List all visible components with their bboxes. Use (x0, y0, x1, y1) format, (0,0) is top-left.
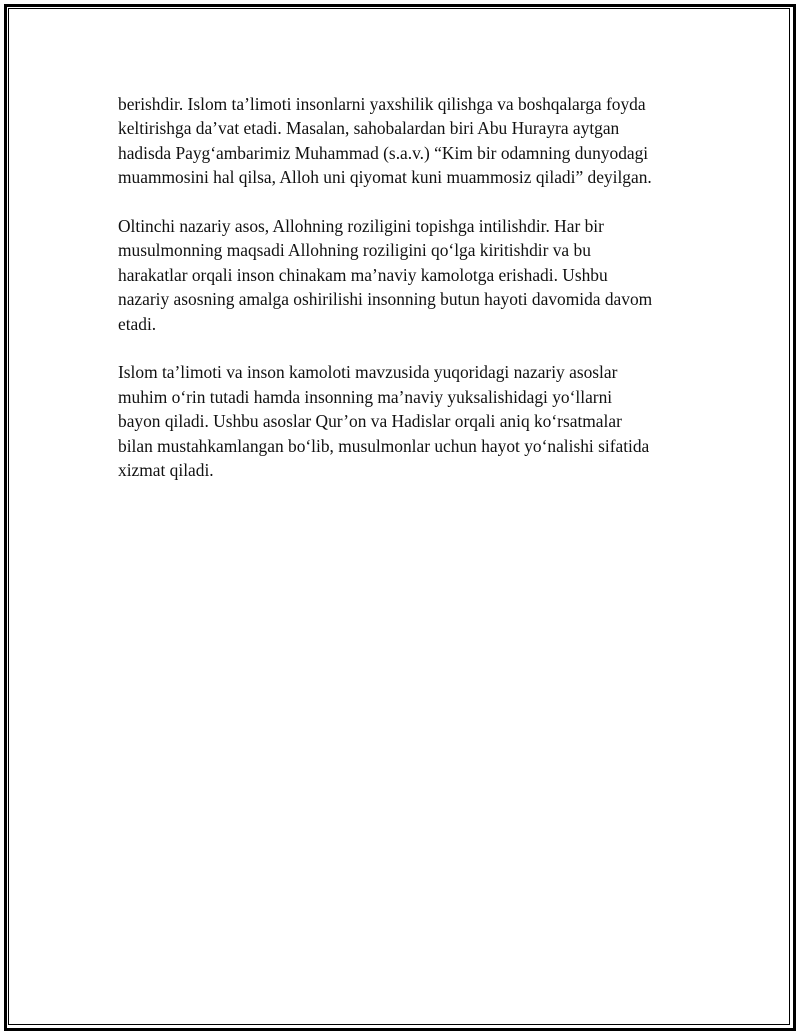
text-line: Oltinchi nazariy asos, Allohning roziligini topishga intilishdir. Har bir (118, 216, 604, 237)
text-line: bilan mustahkamlangan bo‘lib, musulmonlar uchun hayot yo‘nalishi sifatida (118, 435, 650, 456)
text-line: harakatlar orqali inson chinakam ma’naviy kamolotga erishadi. Ushbu (118, 264, 608, 285)
text-line: Islom ta’limoti va inson kamoloti mavzusida yuqoridagi nazariy asoslar (118, 362, 618, 383)
text-line: keltirishga da’vat etadi. Masalan, sahobalardan biri Abu Hurayra aytgan (118, 118, 620, 139)
text-line: musulmonning maqsadi Allohning roziligini qo‘lga kiritishdir va bu (118, 240, 591, 261)
document-body (118, 92, 698, 507)
text-line: etadi. (118, 313, 157, 334)
text-line: muhim o‘rin tutadi hamda insonning ma’naviy yuksalishidagi yo‘llarni (118, 386, 613, 407)
paragraph-3 (118, 360, 698, 482)
text-line: muammosini hal qilsa, Alloh uni qiyomat kuni muammosiz qiladi” deyilgan. (118, 167, 652, 188)
paragraph-2 (118, 214, 698, 336)
text-line: bayon qiladi. Ushbu asoslar Qur’on va Hadislar orqali aniq ko‘rsatmalar (118, 411, 622, 432)
paragraph-1 (118, 92, 698, 190)
text-line: nazariy asosning amalga oshirilishi insonning butun hayoti davomida davom (118, 289, 653, 310)
text-line: hadisda Payg‘ambarimiz Muhammad (s.a.v.) “Kim bir odamning dunyodagi (118, 142, 649, 163)
text-line: berishdir. Islom ta’limoti insonlarni yaxshilik qilishga va boshqalarga foyda (118, 94, 646, 114)
text-line: xizmat qiladi. (118, 460, 214, 481)
